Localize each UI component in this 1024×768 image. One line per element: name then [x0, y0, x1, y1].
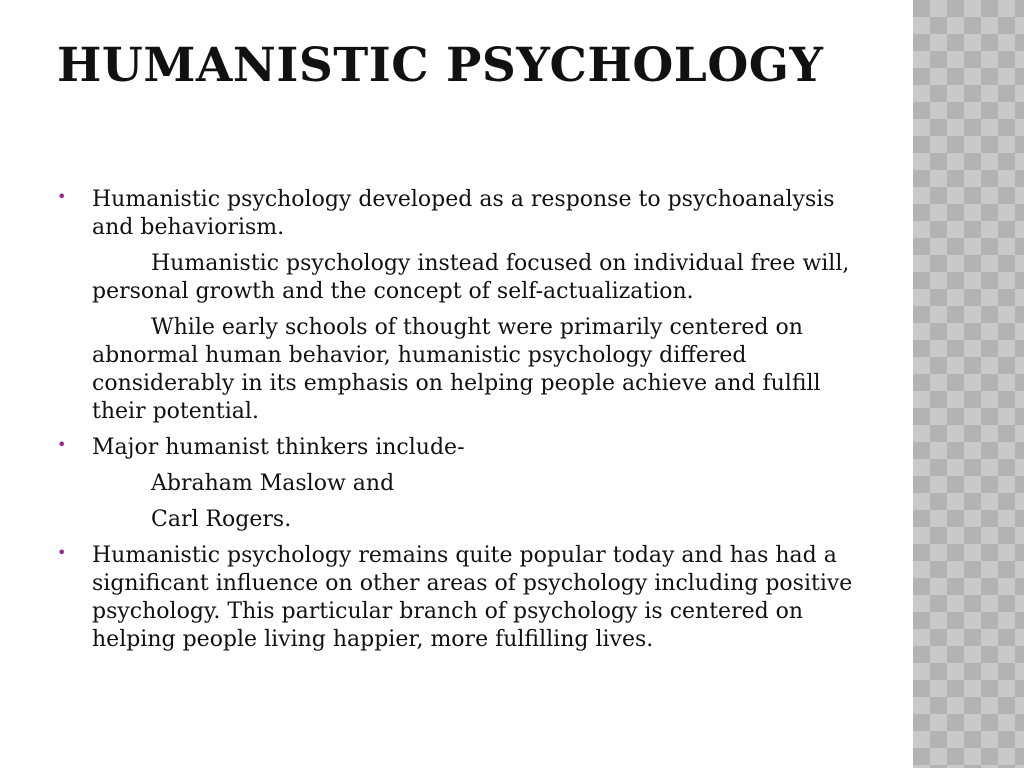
- paragraph-3: [57, 314, 857, 426]
- bullet-icon: •: [57, 543, 67, 562]
- bullet-paragraph-7: [57, 542, 857, 654]
- bullet-icon: •: [57, 187, 67, 206]
- paragraph-text: While early schools of thought were primarily centered on abnormal human behavior, humanistic psychology differed considerably in its emphasis on helping people achieve and fulfill their potential.: [92, 315, 821, 424]
- bullet-paragraph-1: [57, 186, 857, 242]
- thinker-maslow: Abraham Maslow and: [151, 471, 395, 496]
- bullet-paragraph-4: [57, 434, 857, 462]
- slide-title: HUMANISTIC PSYCHOLOGY: [57, 38, 824, 93]
- slide-body: [57, 186, 857, 662]
- paragraph-text: Major humanist thinkers include-: [92, 435, 465, 460]
- paragraph-2: [57, 250, 857, 306]
- paragraph-text: Humanistic psychology remains quite popular today and has had a significant influence on other areas of psychology including positive psychology. This particular branch of psychology is centered on helping people living happier, more fulfilling lives.: [92, 543, 853, 652]
- paragraph-text: Humanistic psychology developed as a response to psychoanalysis and behaviorism.: [92, 187, 835, 240]
- decorative-side-pattern: [913, 0, 1024, 768]
- bullet-icon: •: [57, 435, 67, 454]
- paragraph-text: Humanistic psychology instead focused on individual free will, personal growth and the concept of self-actualization.: [92, 251, 850, 304]
- thinker-rogers: Carl Rogers.: [151, 507, 292, 532]
